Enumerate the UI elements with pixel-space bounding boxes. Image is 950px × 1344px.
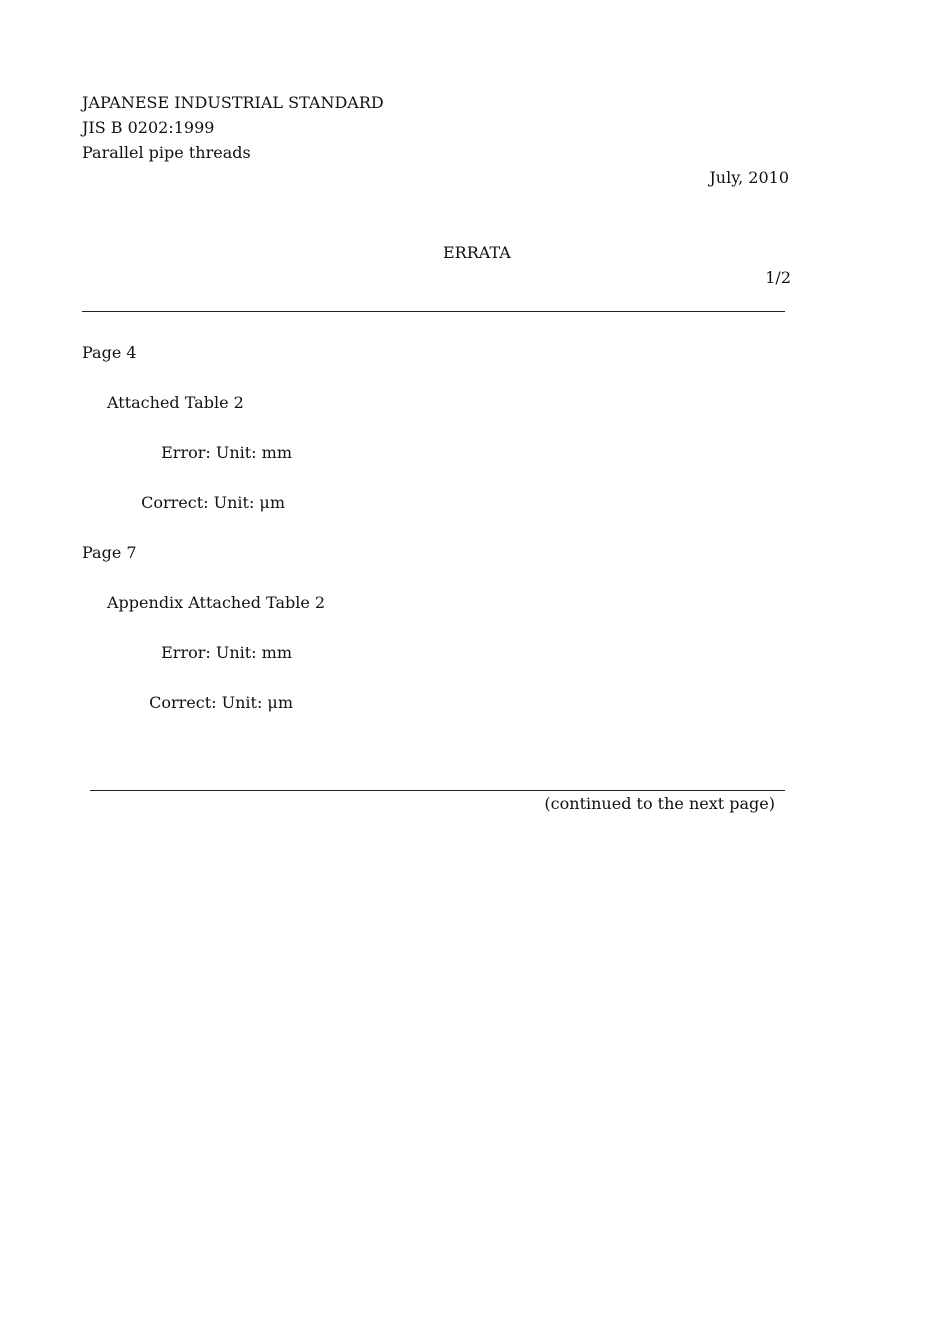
section-page-label: Page 4 [82,343,137,362]
page-indicator: 1/2 [765,268,791,287]
header-divider [82,311,785,312]
standard-subject: Parallel pipe threads [82,143,251,162]
section-item: Attached Table 2 [107,393,244,412]
section-page-label: Page 7 [82,543,137,562]
error-text: Error: Unit: mm [161,643,292,662]
issue-date: July, 2010 [709,168,789,187]
correct-text: Correct: Unit: μm [141,493,285,512]
section-item: Appendix Attached Table 2 [107,593,326,612]
continued-note: (continued to the next page) [544,794,775,813]
footer-divider [90,790,785,791]
standard-number: JIS B 0202:1999 [82,118,215,137]
org-name: JAPANESE INDUSTRIAL STANDARD [82,93,384,112]
page-title: ERRATA [443,243,511,262]
correct-text: Correct: Unit: μm [149,693,293,712]
error-text: Error: Unit: mm [161,443,292,462]
